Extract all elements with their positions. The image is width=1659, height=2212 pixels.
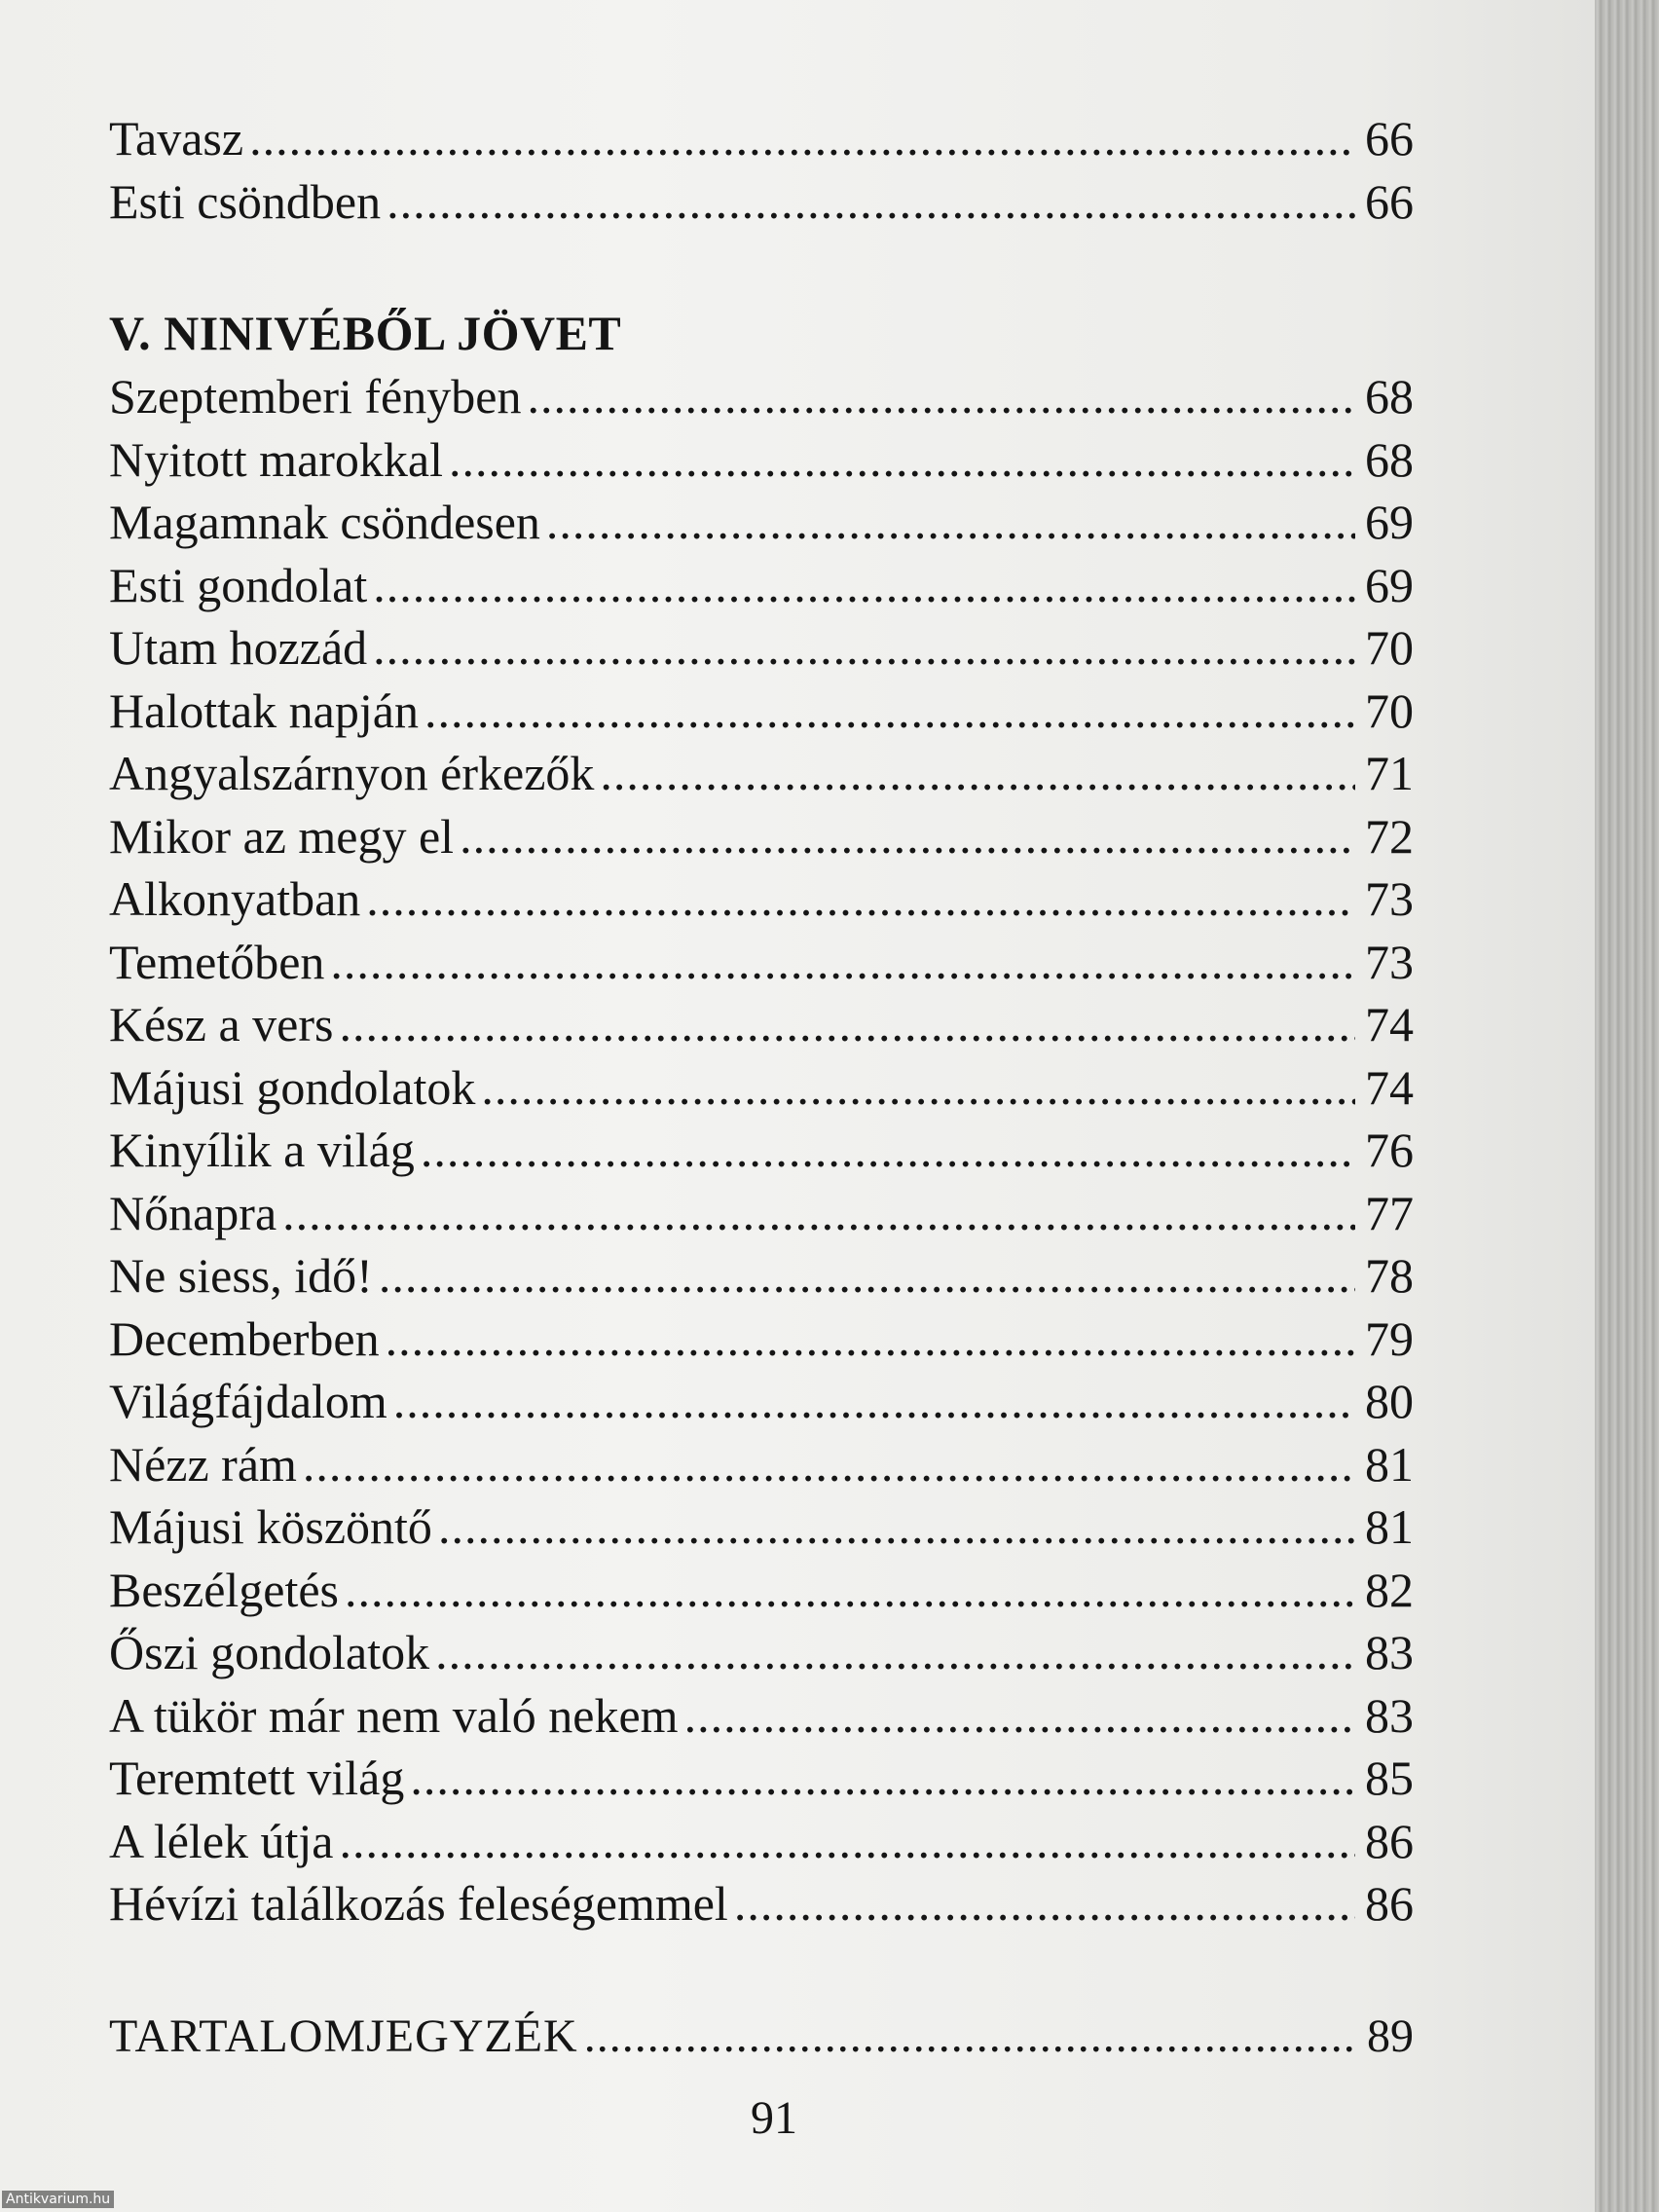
toc-entry-contents	[109, 2006, 1414, 2069]
section-entries	[109, 365, 1414, 1936]
dot-leader	[393, 1370, 1355, 1433]
toc-entry	[109, 1810, 1414, 1873]
toc-entry-title: Kész a vers	[109, 997, 334, 1051]
dot-leader	[386, 1308, 1355, 1371]
toc-entry-page: 80	[1365, 1374, 1414, 1428]
dot-leader	[303, 1433, 1355, 1496]
toc-entry	[109, 1495, 1414, 1559]
toc-entry-title: Esti csöndben	[109, 173, 382, 229]
toc-entry-title: Nyitott marokkal	[109, 431, 443, 487]
toc-entry	[109, 1056, 1414, 1120]
toc-entry	[109, 1684, 1414, 1748]
toc-entry	[109, 742, 1414, 805]
dot-leader	[584, 2006, 1355, 2069]
toc-entry-title: TARTALOMJEGYZÉK	[109, 2009, 578, 2062]
dot-leader	[373, 616, 1355, 680]
toc-entry	[109, 107, 1414, 170]
toc-entry-title: A lélek útja	[109, 1813, 334, 1868]
dot-leader	[600, 742, 1355, 805]
toc-entry-page: 66	[1365, 111, 1414, 166]
dot-leader	[387, 170, 1355, 234]
toc-entry-title: Teremtett világ	[109, 1751, 405, 1805]
toc-entry-title: Tavasz	[109, 111, 244, 166]
dot-leader	[345, 1559, 1355, 1622]
toc-entry-page: 81	[1365, 1436, 1414, 1492]
dot-leader	[449, 428, 1355, 492]
toc-entry-title: Temetőben	[109, 934, 325, 989]
dot-leader	[379, 1244, 1355, 1308]
toc-entry-title: Angyalszárnyon érkezők	[109, 746, 595, 800]
toc-entry-page: 82	[1365, 1562, 1414, 1617]
page-stack-edge	[1595, 0, 1659, 2212]
toc-entry-page: 72	[1365, 808, 1414, 864]
toc-entry-page: 86	[1365, 1876, 1414, 1931]
toc-entry-page: 69	[1365, 557, 1414, 612]
dot-leader	[734, 1872, 1355, 1936]
toc-entry-title: Decemberben	[109, 1310, 380, 1366]
toc-entry-title: Májusi köszöntő	[109, 1499, 432, 1554]
toc-entry-title: Beszélgetés	[109, 1562, 340, 1617]
toc-entry-title: Hévízi találkozás feleségemmel	[109, 1876, 728, 1931]
toc-entry	[109, 365, 1414, 428]
toc-entry-page: 83	[1365, 1625, 1414, 1679]
toc-entry-title: Alkonyatban	[109, 871, 361, 926]
toc-entry-title: Magamnak csöndesen	[109, 495, 540, 549]
toc-entry	[109, 1182, 1414, 1245]
toc-entry-page: 76	[1365, 1123, 1414, 1177]
toc-entry	[109, 1119, 1414, 1182]
dot-leader	[340, 1810, 1356, 1873]
dot-leader	[410, 1747, 1355, 1810]
toc-entry	[109, 805, 1414, 868]
toc-entry-page: 70	[1365, 620, 1414, 675]
dot-leader	[339, 993, 1355, 1056]
toc-entry	[109, 1621, 1414, 1684]
watermark: Antikvarium.hu	[2, 2191, 114, 2208]
toc-entry-page: 89	[1367, 2009, 1414, 2062]
toc-entry-page: 73	[1365, 934, 1414, 989]
toc-entry	[109, 491, 1414, 554]
toc-entry-page: 68	[1365, 431, 1414, 487]
section-heading: V. NINIVÉBŐL JÖVET	[109, 306, 622, 360]
page-number: 91	[751, 2092, 797, 2144]
toc-entry-title: Kinyílik a világ	[109, 1123, 415, 1177]
toc-entry-page: 79	[1365, 1310, 1414, 1366]
toc-entry-page: 83	[1365, 1687, 1414, 1743]
toc-entry-title: Nőnapra	[109, 1185, 277, 1240]
dot-leader	[373, 554, 1355, 617]
toc-entry	[109, 554, 1414, 617]
toc-entry-title: Esti gondolat	[109, 557, 368, 612]
toc-entry-page: 77	[1365, 1185, 1414, 1240]
toc-entry	[109, 1433, 1414, 1496]
toc-entry	[109, 428, 1414, 492]
toc-entry-title: Nézz rám	[109, 1436, 297, 1492]
toc-entry-page: 74	[1365, 997, 1414, 1051]
toc-entry-page: 66	[1365, 173, 1414, 229]
toc-entry-page: 85	[1365, 1751, 1414, 1805]
toc-entry	[109, 616, 1414, 680]
toc-entry-page: 78	[1365, 1248, 1414, 1303]
toc-entry-title: Őszi gondolatok	[109, 1625, 430, 1679]
dot-leader	[282, 1182, 1355, 1245]
toc-entry-title: Halottak napján	[109, 682, 419, 738]
dot-leader	[424, 680, 1355, 743]
toc-entry	[109, 680, 1414, 743]
toc-entry	[109, 867, 1414, 931]
toc-entry-page: 71	[1365, 746, 1414, 800]
dot-leader	[366, 867, 1355, 931]
toc-entry-title: Májusi gondolatok	[109, 1059, 476, 1115]
toc-entry-title: Mikor az megy el	[109, 808, 455, 864]
dot-leader	[460, 805, 1355, 868]
toc-entry	[109, 1872, 1414, 1936]
toc-entry	[109, 1747, 1414, 1810]
toc-entry-page: 69	[1365, 495, 1414, 549]
dot-leader	[249, 107, 1355, 170]
dot-leader	[421, 1119, 1355, 1182]
toc-entry	[109, 170, 1414, 234]
dot-leader	[435, 1621, 1355, 1684]
toc-entry	[109, 931, 1414, 994]
toc-entry-page: 68	[1365, 369, 1414, 424]
dot-leader	[684, 1684, 1355, 1748]
dot-leader	[546, 491, 1355, 554]
toc-entry-title: Ne siess, idő!	[109, 1248, 373, 1303]
dot-leader	[330, 931, 1355, 994]
dot-leader	[481, 1056, 1355, 1120]
toc-entry-page: 70	[1365, 682, 1414, 738]
toc-entry	[109, 1244, 1414, 1308]
toc-entry	[109, 993, 1414, 1056]
toc-entry-title: Világfájdalom	[109, 1374, 387, 1428]
toc-entry	[109, 1370, 1414, 1433]
toc-entry-title: Utam hozzád	[109, 620, 368, 675]
toc-entry	[109, 1308, 1414, 1371]
toc-entry-page: 86	[1365, 1813, 1414, 1868]
toc-entry-page: 74	[1365, 1059, 1414, 1115]
toc-entry-title: A tükör már nem való nekem	[109, 1687, 679, 1743]
table-of-contents	[109, 107, 1414, 2068]
dot-leader	[527, 365, 1355, 428]
toc-entry-title: Szeptemberi fényben	[109, 369, 522, 424]
toc-entry	[109, 1559, 1414, 1622]
dot-leader	[438, 1495, 1355, 1559]
toc-entry-page: 73	[1365, 871, 1414, 926]
toc-entry-page: 81	[1365, 1499, 1414, 1554]
